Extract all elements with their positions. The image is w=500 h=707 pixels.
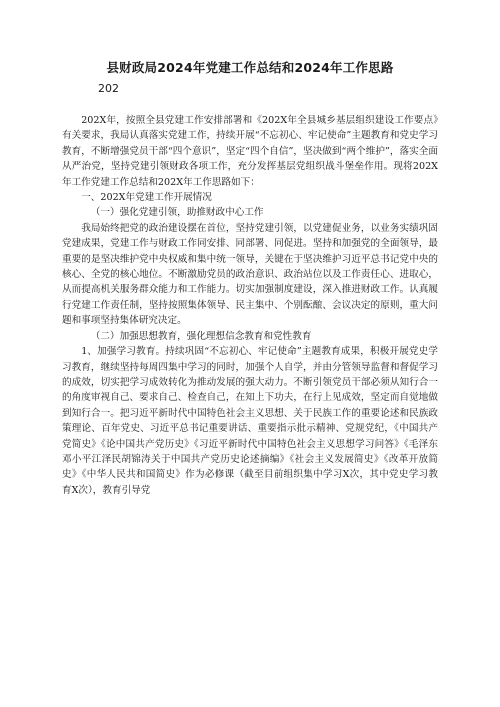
document-body [62, 113, 438, 498]
subsection-paragraph-1: 我局始终把党的政治建设摆在首位，坚持党建引领，以党建促业务，以业务实绩巩固党建成果，党建工作与财政工作同安排、同部署、同促进。坚持和加强党的全面领导，最重要的是坚决维护党中央权威和集中统一领导，关键在于坚决维护习近平总书记党中央的核心、全党的核心地位。不断激励党员的政治意识、政治站位以及工作责任心、进取心，从而提高机关服务群众能力和工作能力。切实加强制度建设，深入推进财政工作。认真履行党建工作责任制，坚持按照集体领导、民主集中、个别酝酿、会议决定的原则，重大问题和事项坚持集体研究决定。 [62, 222, 438, 327]
subsection-heading-2: （二）加强思想教育，强化理想信念教育和党性教育 [90, 330, 312, 342]
subsection-paragraph-2: 1、加强学习教育。持续巩固“不忘初心、牢记使命”主题教育成果，积极开展党史学习教育，继续坚持每周四集中学习的同时，加强个人自学，并由分管领导监督和督促学习的成效，切实把学习成效转化为推动发展的强大动力。不断引领党员干部必须从知行合一的角度审视自己、要求自己、检查自己，在知上下功夫，在行上见成效，坚定而自觉地做到知行合一。把习近平新时代中国特色社会主义思想、关于民族工作的重要论述和民族政策理论、百年党史、习近平总书记重要讲话、重要指示批示精神、党规党纪，《中国共产党简史》《论中国共产党历史》《习近平新时代中国特色社会主义思想学习问答》《毛泽东邓小平江泽民胡锦涛关于中国共产党历史论述摘编》《社会主义发展简史》《改革开放简史》《中华人民共和国简史》作为必修课（截至目前组织集中学习X次，其中党史学习教育X次），教育引导党 [62, 346, 438, 496]
section-heading-1: 一、202X年党建工作开展情况 [81, 192, 212, 204]
document-subtitle: 202 [98, 82, 119, 95]
document-title: 县财政局2024年党建工作总结和2024年工作思路 [106, 60, 394, 75]
intro-paragraph: 202X年，按照全县党建工作安排部署和《202X年全县城乡基层组织建设工作要点》有关要求，我局认真落实党建工作，持续开展“不忘初心、牢记使命”主题教育和党史学习教育，不断增强党员干部“四个意识”，坚定“四个自信”，坚决做到“两个维护”，落实全面从严治党，坚持党建引领财政各项工作，充分发挥基层党组织战斗堡垒作用。现将202X年工作党建工作总结和202X年工作思路如下： [62, 115, 438, 188]
subsection-heading-1: （一）强化党建引领，助推财政中心工作 [90, 207, 264, 219]
